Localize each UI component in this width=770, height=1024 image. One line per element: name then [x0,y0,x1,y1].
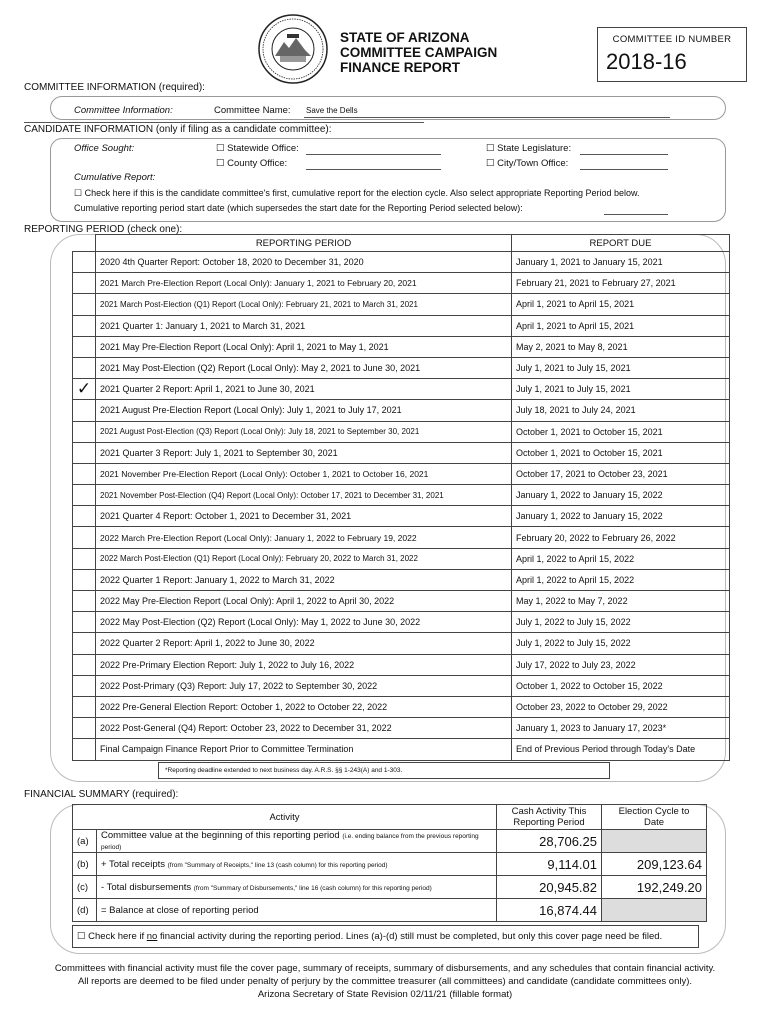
reporting-period-table [72,234,730,761]
reporting-period-row [73,654,730,675]
col-report-due: REPORT DUE [512,235,730,252]
deadline-note: *Reporting deadline extended to next business day. A.R.S. §§ 1-243(A) and 1-303. [158,762,610,779]
reporting-period-row [73,633,730,654]
period-due: January 1, 2022 to January 15, 2022 [512,506,730,527]
reporting-period-row [73,315,730,336]
period-due: January 1, 2023 to January 17, 2023* [512,718,730,739]
period-due: April 1, 2021 to April 15, 2021 [512,315,730,336]
period-label: 2021 November Post-Election (Q4) Report (Local Only): October 17, 2021 to December 31, 2021 [96,485,512,506]
reporting-period-row [73,294,730,315]
period-due: February 20, 2022 to February 26, 2022 [512,527,730,548]
period-checkbox[interactable] [73,421,96,442]
reporting-period-row [73,718,730,739]
period-label: 2021 Quarter 4 Report: October 1, 2021 to December 31, 2021 [96,506,512,527]
period-checkbox[interactable] [73,357,96,378]
summary-row [73,853,707,876]
period-label: 2021 May Post-Election (Q2) Report (Local Only): May 2, 2021 to June 30, 2021 [96,357,512,378]
reporting-period-row [73,696,730,717]
reporting-period-row [73,675,730,696]
period-label: 2022 Pre-General Election Report: October 1, 2022 to October 22, 2022 [96,696,512,717]
period-due: February 21, 2021 to February 27, 2021 [512,273,730,294]
committee-info-heading: COMMITTEE INFORMATION (required): [24,82,205,93]
period-due: July 1, 2021 to July 15, 2021 [512,379,730,400]
summary-row-label: Committee value at the beginning of this reporting period [101,830,340,841]
reporting-period-row [73,739,730,760]
period-due: January 1, 2021 to January 15, 2021 [512,252,730,273]
committee-id-box[interactable] [597,27,747,82]
city-town-office-field[interactable] [580,169,668,170]
period-checkbox[interactable] [73,718,96,739]
period-label: 2021 Quarter 3 Report: July 1, 2021 to September 30, 2021 [96,442,512,463]
reporting-period-row [73,400,730,421]
section-divider [24,122,424,123]
footer-revision: Arizona Secretary of State Revision 02/11/21 (fillable format) [257,989,513,1000]
period-label: 2022 Quarter 2 Report: April 1, 2022 to June 30, 2022 [96,633,512,654]
reporting-period-row [73,336,730,357]
period-due: October 1, 2022 to October 15, 2022 [512,675,730,696]
period-label: 2022 Pre-Primary Election Report: July 1, 2022 to July 16, 2022 [96,654,512,675]
summary-row-letter: (a) [73,830,97,853]
period-label: 2022 May Post-Election (Q2) Report (Local Only): May 1, 2022 to June 30, 2022 [96,612,512,633]
statewide-office-field[interactable] [306,154,441,155]
reporting-period-row [73,357,730,378]
period-checkbox[interactable] [73,739,96,760]
period-due: May 2, 2021 to May 8, 2021 [512,336,730,357]
period-label: 2022 Quarter 1 Report: January 1, 2022 to March 31, 2022 [96,569,512,590]
reporting-period-row [73,485,730,506]
committee-info-label: Committee Information: [74,105,173,116]
period-label: 2021 March Post-Election (Q1) Report (Local Only): February 21, 2021 to March 31, 2021 [96,294,512,315]
period-label: Final Campaign Finance Report Prior to Committee Termination [96,739,512,760]
statewide-office-checkbox[interactable]: ☐ Statewide Office: [216,143,299,154]
reporting-period-row [73,421,730,442]
summary-row-detail: (i.e. ending balance from the previous reporting period) [101,833,479,851]
reporting-period-row [73,612,730,633]
col-cash-activity: Cash Activity This Reporting Period [497,805,602,830]
footer-line-1: Committees with financial activity must file the cover page, summary of receipts, summary of disbursements, and any schedules that contain financial activity. [54,963,716,974]
summary-row [73,876,707,899]
period-due: January 1, 2022 to January 15, 2022 [512,485,730,506]
title-line-2: COMMITTEE CAMPAIGN [340,45,498,60]
period-checkbox[interactable] [73,442,96,463]
election-cycle-value[interactable]: 192,249.20 [602,876,707,899]
summary-row-detail: (from "Summary of Receipts," line 13 (cash column) for this reporting period) [167,861,388,869]
period-due: April 1, 2022 to April 15, 2022 [512,548,730,569]
period-checkbox[interactable] [73,675,96,696]
period-label: 2021 Quarter 1: January 1, 2021 to March 31, 2021 [96,315,512,336]
cash-activity-value[interactable]: 16,874.44 [497,899,602,922]
cash-activity-value[interactable]: 20,945.82 [497,876,602,899]
period-checkbox[interactable] [73,654,96,675]
period-checkbox[interactable] [73,696,96,717]
cash-activity-value[interactable]: 28,706.25 [497,830,602,853]
summary-row-label: = Balance at close of reporting period [101,904,259,916]
state-seal-icon [258,14,328,84]
form-footer [0,962,770,1001]
committee-name-label: Committee Name: [214,105,291,116]
period-checkbox[interactable] [73,569,96,590]
period-checkbox[interactable] [73,400,96,421]
financial-summary-heading: FINANCIAL SUMMARY (required): [24,789,179,800]
reporting-period-heading: REPORTING PERIOD (check one): [24,224,183,235]
footer-line-2: All reports are deemed to be filed under penalty of perjury by the committee treasurer (all committees) and candidate (candidate committees only). [77,976,693,987]
county-office-checkbox[interactable]: ☐ County Office: [216,158,288,169]
reporting-period-row [73,379,730,400]
form-title [340,30,497,75]
city-town-office-checkbox[interactable]: ☐ City/Town Office: [486,158,569,169]
cash-activity-value[interactable]: 9,114.01 [497,853,602,876]
period-due: July 1, 2022 to July 15, 2022 [512,633,730,654]
reporting-period-row [73,591,730,612]
period-label: 2021 May Pre-Election Report (Local Only): April 1, 2021 to May 1, 2021 [96,336,512,357]
period-due: End of Previous Period through Today's Date [512,739,730,760]
title-line-3: FINANCE REPORT [340,60,461,75]
committee-name-field[interactable]: Save the Dells [306,106,358,115]
reporting-period-row [73,463,730,484]
cumulative-start-label: Cumulative reporting period start date (which supersedes the start date for the Reporting Period selected below): [74,203,523,213]
period-label: 2021 Quarter 2 Report: April 1, 2021 to June 30, 2021 [96,379,512,400]
period-due: October 1, 2021 to October 15, 2021 [512,421,730,442]
no-activity-checkbox[interactable]: ☐ Check here if no financial activity during the reporting period. Lines (a)-(d) still must be completed, but only this cover page need be filed. [72,925,699,948]
period-label: 2022 March Post-Election (Q1) Report (Local Only): February 20, 2022 to March 31, 2022 [96,548,512,569]
reporting-period-row [73,506,730,527]
committee-id-value[interactable]: 2018-16 [606,49,687,74]
period-due: July 1, 2021 to July 15, 2021 [512,357,730,378]
reporting-period-row [73,548,730,569]
period-checkbox[interactable] [73,336,96,357]
reporting-period-row [73,442,730,463]
period-due: October 1, 2021 to October 15, 2021 [512,442,730,463]
summary-row-letter: (c) [73,876,97,899]
title-line-1: STATE OF ARIZONA [340,30,470,45]
period-checkbox[interactable]: ✓ [73,379,96,400]
period-due: April 1, 2022 to April 15, 2022 [512,569,730,590]
summary-row [73,830,707,853]
summary-row-letter: (b) [73,853,97,876]
county-office-field[interactable] [306,169,441,170]
summary-row-detail: (from "Summary of Disbursements," line 16 (cash column) for this reporting period) [193,884,432,892]
office-sought-label: Office Sought: [74,143,135,154]
period-due: April 1, 2021 to April 15, 2021 [512,294,730,315]
committee-id-label: COMMITTEE ID NUMBER [612,34,732,45]
period-checkbox[interactable] [73,591,96,612]
summary-row [73,899,707,922]
period-label: 2020 4th Quarter Report: October 18, 2020 to December 31, 2020 [96,252,512,273]
period-due: May 1, 2022 to May 7, 2022 [512,591,730,612]
period-label: 2021 November Pre-Election Report (Local Only): October 1, 2021 to October 16, 2021 [96,463,512,484]
period-checkbox[interactable] [73,485,96,506]
summary-row-label: + Total receipts [101,858,165,870]
period-checkbox[interactable] [73,506,96,527]
state-legislature-checkbox[interactable]: ☐ State Legislature: [486,143,572,154]
reporting-period-row [73,527,730,548]
state-legislature-field[interactable] [580,154,668,155]
period-checkbox[interactable] [73,527,96,548]
election-cycle-value [602,899,707,922]
period-label: 2022 Post-Primary (Q3) Report: July 17, 2022 to September 30, 2022 [96,675,512,696]
period-label: 2021 August Pre-Election Report (Local Only): July 1, 2021 to July 17, 2021 [96,400,512,421]
col-reporting-period: REPORTING PERIOD [96,235,512,252]
period-label: 2021 August Post-Election (Q3) Report (Local Only): July 18, 2021 to September 30, 2021 [96,421,512,442]
period-checkbox[interactable] [73,463,96,484]
period-due: October 23, 2022 to October 29, 2022 [512,696,730,717]
period-checkbox[interactable] [73,315,96,336]
period-label: 2021 March Pre-Election Report (Local Only): January 1, 2021 to February 20, 2021 [96,273,512,294]
col-election-cycle: Election Cycle to Date [602,805,707,830]
reporting-period-row [73,569,730,590]
cumulative-report-label: Cumulative Report: [74,172,156,183]
committee-name-underline [304,117,670,118]
col-activity: Activity [73,805,497,830]
financial-summary-table [72,804,707,922]
reporting-period-row [73,273,730,294]
period-due: October 17, 2021 to October 23, 2021 [512,463,730,484]
period-due: July 18, 2021 to July 24, 2021 [512,400,730,421]
election-cycle-value [602,830,707,853]
period-due: July 1, 2022 to July 15, 2022 [512,612,730,633]
candidate-info-heading: CANDIDATE INFORMATION (only if filing as a candidate committee): [24,124,332,135]
cumulative-start-field[interactable] [604,214,668,215]
period-checkbox[interactable] [73,548,96,569]
summary-row-label: - Total disbursements [101,881,192,893]
period-due: July 17, 2022 to July 23, 2022 [512,654,730,675]
period-label: 2022 May Pre-Election Report (Local Only): April 1, 2022 to April 30, 2022 [96,591,512,612]
period-checkbox[interactable] [73,633,96,654]
summary-row-letter: (d) [73,899,97,922]
cumulative-report-checkbox[interactable]: ☐ Check here if this is the candidate committee's first, cumulative report for the election cycle. Also select appropriate Reporting Period below. [74,188,640,198]
election-cycle-value[interactable]: 209,123.64 [602,853,707,876]
period-label: 2022 Post-General (Q4) Report: October 23, 2022 to December 31, 2022 [96,718,512,739]
period-label: 2022 March Pre-Election Report (Local Only): January 1, 2022 to February 19, 2022 [96,527,512,548]
period-checkbox[interactable] [73,612,96,633]
reporting-period-row [73,252,730,273]
period-checkbox[interactable] [73,273,96,294]
period-checkbox[interactable] [73,294,96,315]
period-checkbox[interactable] [73,252,96,273]
